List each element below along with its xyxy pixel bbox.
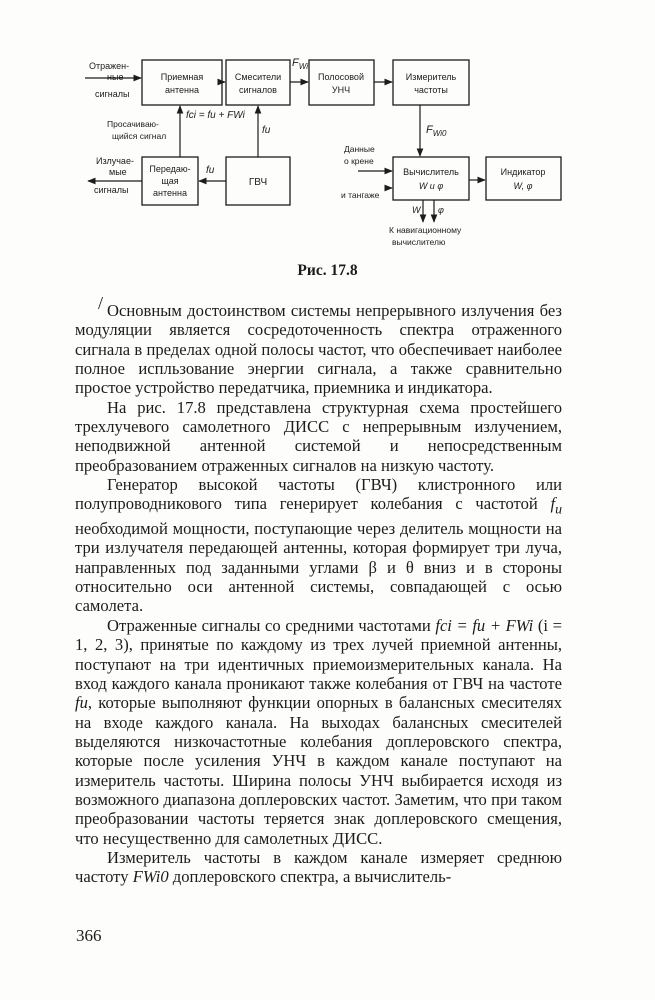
paragraph-5: Измеритель частоты в каждом канале измеряет среднюю частоту FWi0 доплеровского спектра, а вычислитель-: [75, 847, 562, 887]
paragraph-3: Генератор высокой частоты (ГВЧ) клистронного или полупроводникового типа генерирует колебания с частотой $f_и$ необходимой мощности, поступающие через делитель мощности на три излучателя передающей антенны, которая формирует три луча, направленных под заданными углами β и θ вниз и в стороны относительно оси антенной системы, совпадающей с осью самолета.: [75, 475, 562, 616]
freq-meter-label-2: частоты: [414, 85, 448, 95]
page-number: 366: [76, 926, 102, 945]
receive-antenna-label-2: антенна: [165, 85, 199, 95]
computer-block: [393, 157, 469, 200]
indicator-label-1: Индикатор: [500, 167, 546, 177]
mixers-label-2: сигналов: [239, 85, 277, 95]
computer-label-1: Вычислитель: [403, 167, 459, 177]
emitted-signals-label-3: сигналы: [94, 185, 129, 195]
transmit-antenna-label-1: Передаю-: [149, 164, 191, 174]
bandpass-lna-label-2: УНЧ: [331, 85, 351, 95]
emitted-signals-label-1: Излучае-: [96, 156, 134, 166]
pitch-label: и тангаже: [341, 190, 380, 200]
leakage-signal-label-2: щийся сигнал: [112, 131, 167, 141]
to-nav-computer-label-1: К навигационному: [389, 225, 462, 235]
reflected-signals-label-3: сигналы: [95, 89, 130, 99]
paragraph-2: На рис. 17.8 представлена структурная схема простейшего трехлучевого самолетного ДИСС с непрерывным излучением, неподвижной антенной системой и непосредственным преобразованием отраженных сигналов на низкую частоту.: [75, 397, 562, 475]
fci-equation-label: fci = fи + FWi: [186, 110, 245, 121]
body-text: [75, 301, 562, 887]
transmit-antenna-label-3: антенна: [153, 188, 187, 198]
gvch-label: ГВЧ: [248, 177, 268, 188]
transmit-antenna-label-2: щая: [161, 176, 179, 186]
fu-transmit-label: fи: [206, 165, 215, 176]
fu-inline: $f_и$: [550, 494, 562, 517]
leakage-signal-label-1: Просачиваю-: [107, 119, 159, 129]
paragraph-1: Основным достоинством системы непрерывного излучения без модуляции является сосредоточенность спектра отраженного сигнала в пределах одной полосы частот, что обеспечивает наиболее полное испльзование энергии сигнала, а также сравнительно простое устройство передатчика, приемника и индикатора.: [75, 301, 562, 398]
fu-gvch-label: fи: [262, 125, 271, 136]
fwi0-inline: FWi0: [132, 867, 169, 887]
computer-label-2: W и φ: [418, 181, 444, 191]
roll-data-label-1: Данные: [344, 144, 375, 154]
receive-antenna-block: [142, 60, 222, 105]
indicator-label-2: W, φ: [513, 181, 533, 191]
frequency-meter-block: [393, 60, 469, 105]
bandpass-lna-block: [309, 60, 374, 105]
fwi-label: $F_{Wi}$: [292, 57, 308, 71]
freq-meter-label-1: Измеритель: [405, 72, 457, 82]
indicator-block: [486, 157, 561, 200]
fu-inline-2: fи: [75, 693, 88, 713]
paragraph-4: Отраженные сигналы со средними частотами fci = fи + FWi (i = 1, 2, 3), принятые по каждому из трех лучей приемной антенны, поступают на три идентичных приемоизмерительных канала. На вход каждого канала проникают также колебания от ГВЧ на частоте fи, которые выполняют функции опорных в балансных смесителях на входе каждого канала. На выходах балансных смесителей выделяются низкочастотные колебания доплеровского спектра, которые после усиления УНЧ в каждом канале поступают на измеритель частоты. Ширина полосы УНЧ выбирается исходя из возможного диапазона доплеровских частот. Заметим, что при таком преобразовании частоты теряется знак доплеровского смещения, что несущественно для самолетных ДИСС.: [75, 615, 562, 848]
block-diagram-figure: [0, 0, 655, 260]
reflected-signals-label-2: ные: [107, 72, 124, 82]
bandpass-lna-label-1: Полосовой: [318, 72, 364, 82]
w-output-label: W: [412, 205, 421, 215]
to-nav-computer-label-2: вычислителю: [392, 237, 446, 247]
reflected-signals-label-1: Отражен-: [89, 61, 130, 71]
phi-output-label: φ: [438, 205, 444, 215]
receive-antenna-label-1: Приемная: [160, 72, 204, 82]
figure-caption: Рис. 17.8: [297, 262, 358, 279]
emitted-signals-label-2: мые: [109, 167, 127, 177]
signal-mixers-block: [226, 60, 290, 105]
mixers-label-1: Смесители: [234, 72, 282, 82]
margin-mark: /: [98, 293, 104, 313]
fci-formula-inline: fci = fи + FWi: [435, 615, 534, 635]
fwi0-label: $F_{Wi0}$: [426, 124, 447, 138]
roll-data-label-2: о крене: [344, 156, 374, 166]
